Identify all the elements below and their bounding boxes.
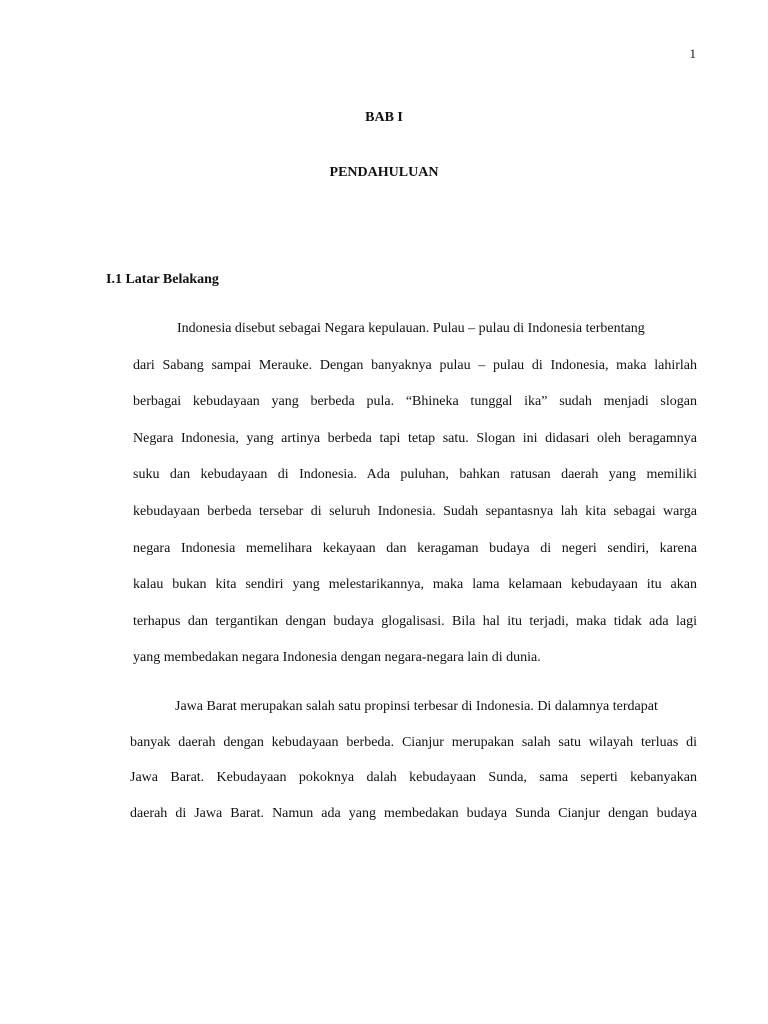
- paragraph-line: Jawa Barat merupakan salah satu propinsi terbesar di Indonesia. Di dalamnya terdapat: [175, 699, 658, 714]
- chapter-subtitle: PENDAHULUAN: [329, 165, 439, 180]
- paragraph-line: suku dan kebudayaan di Indonesia. Ada puluhan, bahkan ratusan daerah yang memiliki: [133, 467, 697, 483]
- paragraph-line: terhapus dan tergantikan dengan budaya glogalisasi. Bila hal itu terjadi, maka tidak ada lagi: [133, 613, 697, 629]
- paragraph-line: daerah di Jawa Barat. Namun ada yang membedakan budaya Sunda Cianjur dengan budaya: [130, 805, 697, 821]
- section-heading: I.1 Latar Belakang: [106, 272, 219, 287]
- paragraph-line: Negara Indonesia, yang artinya berbeda tapi tetap satu. Slogan ini didasari oleh beragamnya: [133, 430, 697, 446]
- paragraph-line: berbagai kebudayaan yang berbeda pula. “Bhineka tunggal ika” sudah menjadi slogan: [133, 394, 697, 410]
- paragraph-line: kalau bukan kita sendiri yang melestarikannya, maka lama kelamaan kebudayaan itu akan: [133, 577, 697, 593]
- paragraph-1: [133, 320, 697, 686]
- paragraph-2: [130, 698, 697, 840]
- paragraph-line: negara Indonesia memelihara kekayaan dan keragaman budaya di negeri sendiri, karena: [133, 540, 697, 556]
- paragraph-line: yang membedakan negara Indonesia dengan negara-negara lain di dunia.: [133, 650, 541, 666]
- page-number: 1: [689, 46, 696, 61]
- paragraph-line: kebudayaan berbeda tersebar di seluruh Indonesia. Sudah sepantasnya lah kita sebagai warga: [133, 503, 697, 519]
- paragraph-line: dari Sabang sampai Merauke. Dengan banyaknya pulau – pulau di Indonesia, maka lahirlah: [133, 357, 697, 373]
- paragraph-line: Indonesia disebut sebagai Negara kepulauan. Pulau – pulau di Indonesia terbentang: [177, 321, 645, 336]
- paragraph-line: Jawa Barat. Kebudayaan pokoknya dalah kebudayaan Sunda, sama seperti kebanyakan: [130, 770, 697, 785]
- chapter-title: BAB I: [365, 110, 403, 125]
- paragraph-line: banyak daerah dengan kebudayaan berbeda. Cianjur merupakan salah satu wilayah terluas di: [130, 734, 697, 750]
